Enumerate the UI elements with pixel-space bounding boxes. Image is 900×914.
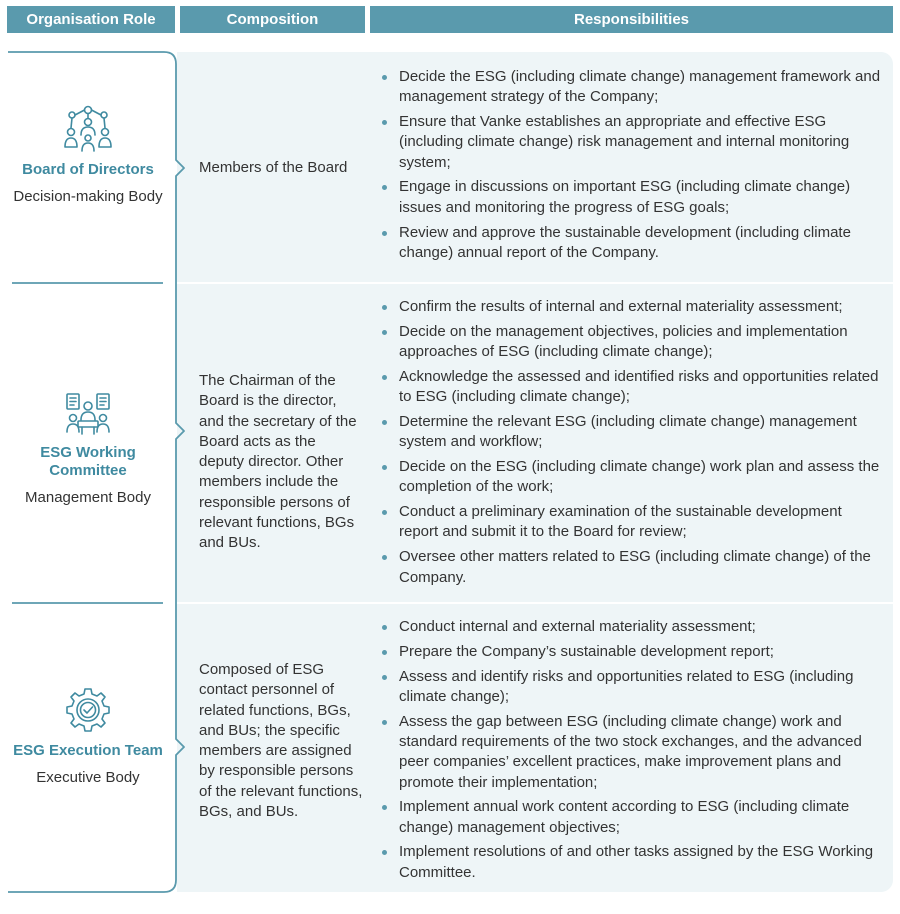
list-item: Confirm the results of internal and external materiality assessment; [382,297,882,317]
committee-meeting-icon [65,392,111,436]
composition-text: Composed of ESG contact personnel of related functions, BGs, and BUs; the specific members are assigned by responsible persons of the relevant functions, BGs, and BUs. [199,661,363,821]
list-item: Implement annual work content according to ESG (including climate change) management objectives; [382,797,882,838]
responsibilities-list [382,297,882,592]
team-network-icon [62,105,114,153]
role-title: Board of Directors [22,161,154,178]
role-esg-working-committee [8,392,168,508]
list-item: Conduct a preliminary examination of the sustainable development report and submit it to the Board for review; [382,502,882,543]
role-subtitle: Executive Body [36,769,140,786]
header-composition: Composition [180,6,365,33]
list-item: Acknowledge the assessed and identified risks and opportunities related to ESG (including climate change); [382,367,882,408]
list-item: Review and approve the sustainable development (including climate change) annual report of the Company. [382,223,882,264]
list-item: Prepare the Company’s sustainable development report; [382,642,882,662]
list-item: Implement resolutions of and other tasks assigned by the ESG Working Committee. [382,842,882,883]
role-subtitle: Management Body [25,489,151,506]
list-item: Decide the ESG (including climate change) management framework and management strategy of the Company; [382,67,882,108]
row-divider [177,602,893,604]
list-item: Decide on the ESG (including climate change) work plan and assess the completion of the work; [382,457,882,498]
responsibilities-list [382,67,882,268]
header-organisation-role: Organisation Role [7,6,175,33]
header-responsibilities: Responsibilities [370,6,893,33]
role-esg-execution-team [8,686,168,788]
list-item: Assess the gap between ESG (including climate change) work and standard requirements of the two stock exchanges, and the advanced peer companies’ excellent practices, make improvement plans and promote their implementation; [382,712,882,793]
list-item: Conduct internal and external materiality assessment; [382,617,882,637]
composition-text: The Chairman of the Board is the director, and the secretary of the Board acts as the deputy director. Other members include the responsible persons of relevant functions, BGs and BUs. [199,372,357,552]
list-item: Assess and identify risks and opportunities related to ESG (including climate change); [382,667,882,708]
list-item: Decide on the management objectives, policies and implementation approaches of ESG (including climate change); [382,322,882,363]
list-item: Ensure that Vanke establishes an appropriate and effective ESG (including climate change) risk management and internal monitoring system; [382,112,882,173]
role-title: ESG Working Committee [40,444,136,479]
role-subtitle: Decision-making Body [13,188,163,205]
gear-check-icon [64,686,112,734]
list-item: Engage in discussions on important ESG (including climate change) issues and monitoring the progress of ESG goals; [382,177,882,218]
role-board-of-directors [8,105,168,207]
responsibilities-list [382,617,882,888]
role-title: ESG Execution Team [13,742,163,759]
list-item: Oversee other matters related to ESG (including climate change) of the Company. [382,547,882,588]
list-item: Determine the relevant ESG (including climate change) management system and workflow; [382,412,882,453]
composition-text: Members of the Board [199,159,348,176]
row-divider [177,282,893,284]
